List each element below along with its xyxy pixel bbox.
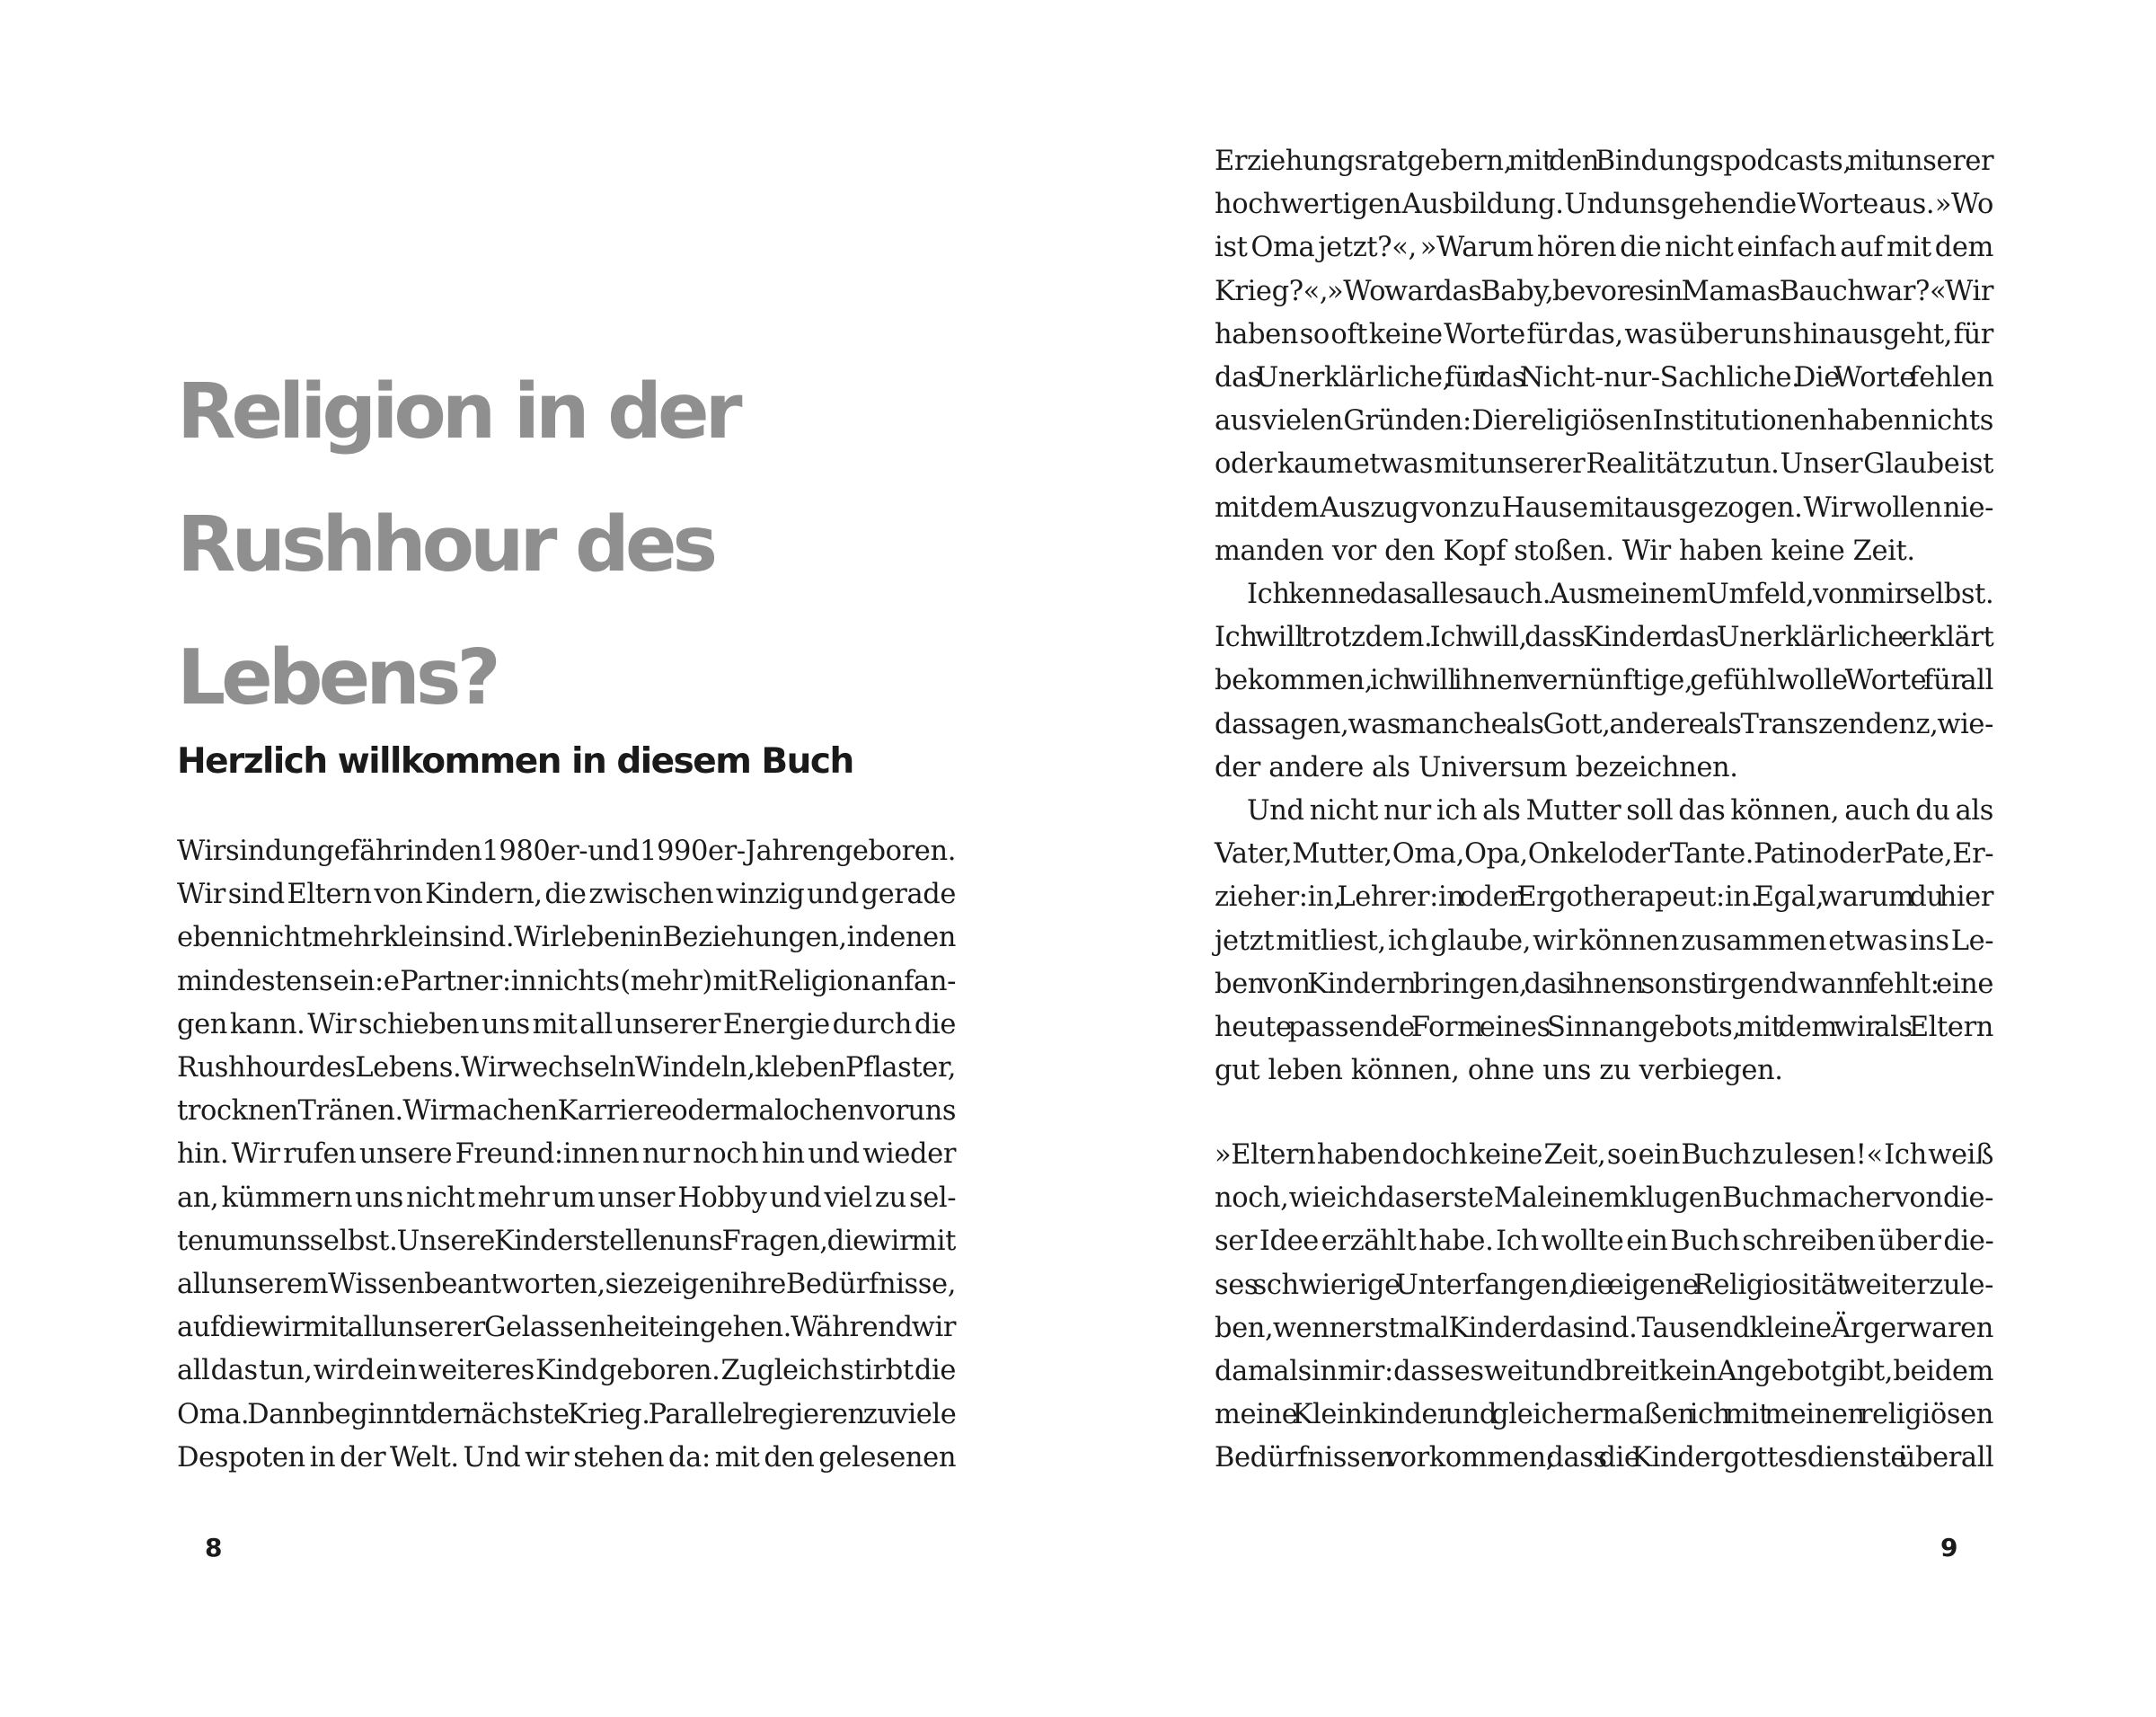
body-text-right: [1215, 140, 1993, 1093]
text-line: all das tun, wird ein weiteres Kind geboren. Zugleich stirbt die: [177, 1355, 956, 1387]
right-page: [1078, 0, 2156, 1717]
text-line: ses schwierige Unterfangen, die eigene Religiosität weiterzule-: [1215, 1269, 1994, 1301]
text-line: damals in mir: dass es weit und breit kein Angebot gibt, bei dem: [1215, 1356, 1993, 1388]
text-line: das sagen, was manche als Gott, andere als Transzendenz, wie-: [1215, 708, 1993, 740]
text-line: oder kaum etwas mit unserer Realität zu tun. Unser Glaube ist: [1215, 448, 1993, 481]
text-line: Vater, Mutter, Oma, Opa, Onkel oder Tante. Patin oder Pate, Er-: [1215, 838, 1994, 871]
page-number: 8: [205, 1533, 223, 1562]
text-line: Despoten in der Welt. Und wir stehen da: mit den gelesenen: [177, 1441, 957, 1474]
text-line: jetzt mitliest, ich glaube, wir können zusammen etwas ins Le-: [1215, 925, 1994, 957]
text-line: zieher:in, Lehrer:in oder Ergotherapeut:in. Egal, warum du hier: [1215, 881, 1993, 914]
body-text-right-section-2: [1215, 1134, 1993, 1481]
text-line: mit dem Auszug von zu Hause mitausgezogen. Wir wollen nie-: [1215, 491, 1994, 524]
chapter-title-line: Rushhour des: [177, 500, 714, 589]
text-line: hin. Wir rufen unsere Freund:innen nur noch hin und wieder: [177, 1138, 956, 1171]
text-line: heute passende Form eines Sinnangebots, mit dem wir als Eltern: [1215, 1012, 1993, 1044]
text-line: bekommen, ich will ihnen vernünftige, gefühlwolle Worte für all: [1215, 665, 1993, 697]
text-line: Ich kenne das alles auch. Aus meinem Umfeld, von mir selbst.: [1247, 579, 1994, 611]
text-line: der andere als Universum bezeichnen.: [1215, 751, 1738, 783]
text-line: Krieg?«, »Wo war das Baby, bevor es in Mamas Bauch war?« Wir: [1215, 275, 1993, 307]
text-line: aus vielen Gründen: Die religiösen Institutionen haben nichts: [1215, 405, 1993, 438]
text-line: haben so oft keine Worte für das, was über uns hinausgeht, für: [1215, 318, 1993, 350]
text-line: an, kümmern uns nicht mehr um unser Hobby und viel zu sel-: [177, 1182, 957, 1214]
text-line: Oma. Dann beginnt der nächste Krieg. Parallel regieren zu viele: [177, 1398, 957, 1430]
text-line: trocknen Tränen. Wir machen Karriere oder malochen vor uns: [177, 1095, 957, 1128]
text-line: auf die wir mit all unserer Gelassenheit eingehen. Während wir: [177, 1312, 957, 1344]
text-line: manden vor den Kopf stoßen. Wir haben keine Zeit.: [1215, 535, 1915, 567]
text-line: Und nicht nur ich als Mutter soll das können, auch du als: [1247, 795, 1993, 828]
text-line: ten um uns selbst. Unsere Kinder stellen uns Fragen, die wir mit: [177, 1225, 956, 1257]
text-line: gen kann. Wir schieben uns mit all unserer Energie durch die: [177, 1008, 956, 1040]
page-number: 9: [1940, 1533, 1958, 1562]
text-line: das Unerklärliche, für das Nicht-nur-Sachliche. Die Worte fehlen: [1215, 362, 1994, 394]
text-line: Wir sind ungefähr in den 1980er- und 1990er-Jahren geboren.: [177, 836, 956, 867]
text-line: ser Idee erzählt habe. Ich wollte ein Buch schreiben über die-: [1215, 1226, 1994, 1258]
text-line: Bedürfnissen vorkommen; dass die Kindergottesdienste überall: [1215, 1442, 1994, 1474]
section-heading: Herzlich willkommen in diesem Buch: [177, 741, 853, 782]
text-line: ist Oma jetzt?«, »Warum hören die nicht einfach auf mit dem: [1215, 232, 1993, 264]
text-line: Ich will trotzdem. Ich will, dass Kinder das Unerklärliche erklärt: [1215, 622, 1994, 654]
text-line: hochwertigen Ausbildung. Und uns gehen die Worte aus. »Wo: [1215, 189, 1993, 221]
chapter-title: [177, 346, 860, 745]
text-line: Rushhour des Lebens. Wir wechseln Windeln, kleben Pflaster,: [177, 1052, 956, 1084]
text-line: all unserem Wissen beantworten, sie zeigen ihre Bedürfnisse,: [177, 1269, 956, 1301]
chapter-title-line: Lebens?: [177, 633, 497, 722]
text-line: »Eltern haben doch keine Zeit, so ein Buch zu lesen!« Ich weiß: [1215, 1139, 1993, 1171]
text-line: ben, wenn erstmal Kinder da sind. Tausend kleine Ärger waren: [1215, 1312, 1994, 1344]
text-line: Erziehungsratgebern, mit den Bindungspodcasts, mit unserer: [1215, 146, 1994, 177]
text-line: mindestens ein:e Partner:in nichts (mehr) mit Religion anfan-: [177, 965, 956, 997]
chapter-title-line: Religion in der: [177, 367, 738, 456]
body-text-left: [177, 830, 956, 1480]
text-line: gut leben können, ohne uns zu verbiegen.: [1215, 1055, 1783, 1087]
text-line: noch, wie ich das erste Mal einem klugen Buchmacher von die-: [1215, 1182, 1993, 1215]
text-line: Wir sind Eltern von Kindern, die zwischen winzig und gerade: [177, 879, 956, 911]
text-line: eben nicht mehr klein sind. Wir leben in Beziehungen, in denen: [177, 922, 956, 954]
text-line: meine Kleinkinder und gleichermaßen ich mit meinen religiösen: [1215, 1399, 1993, 1431]
text-line: ben von Kindern bringen, das ihnen sonst irgendwann fehlt: eine: [1215, 968, 1993, 1000]
